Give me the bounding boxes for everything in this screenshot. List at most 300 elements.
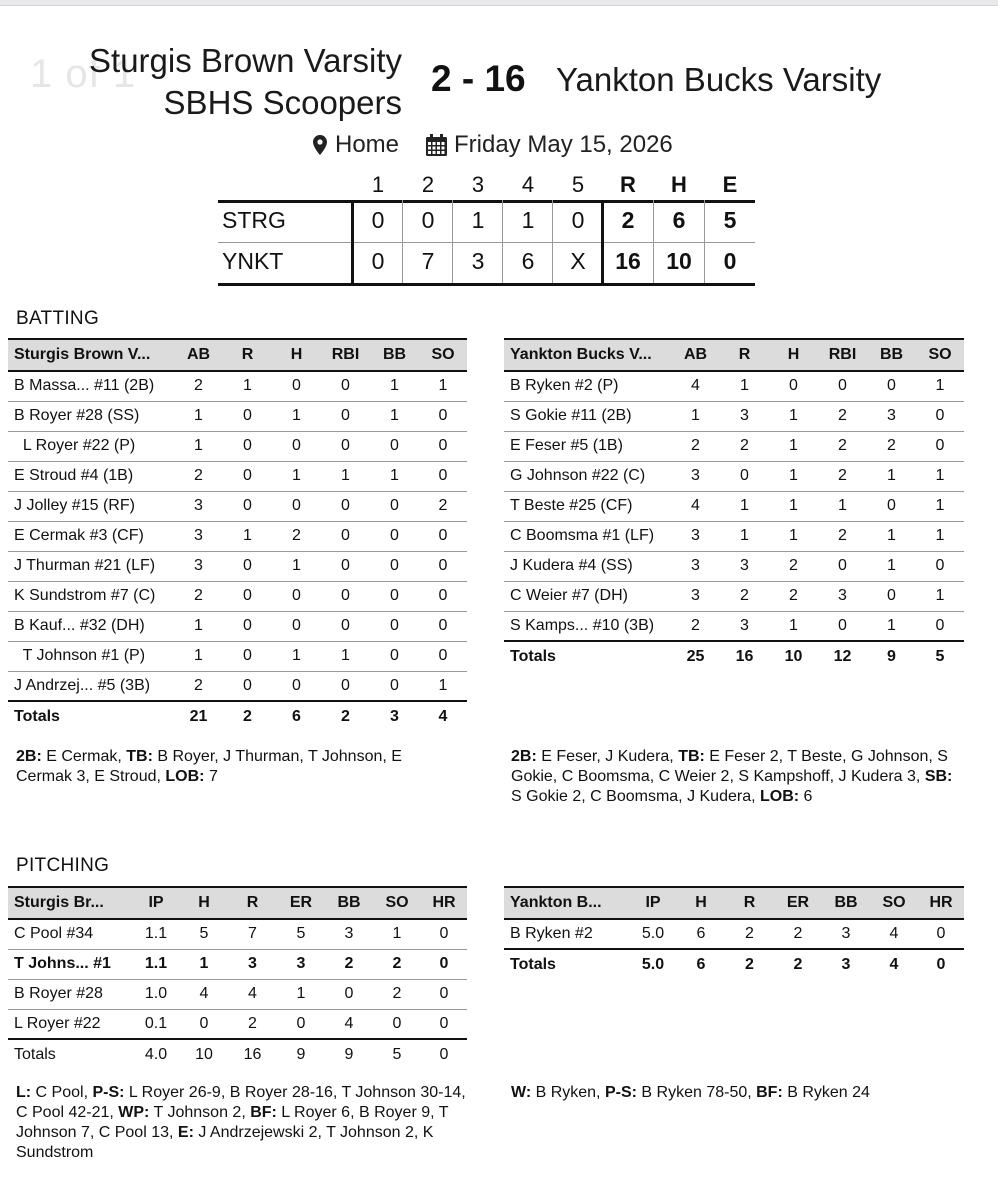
stat-value: 1 bbox=[916, 371, 964, 401]
stat-column-header: HR bbox=[421, 888, 467, 919]
runs-total: 2 bbox=[621, 207, 635, 233]
stat-column-header: R bbox=[725, 888, 774, 919]
stat-value: 0 bbox=[321, 671, 370, 701]
stat-value: 0 bbox=[918, 919, 964, 949]
player-name: J Jolley #15 (RF) bbox=[8, 491, 174, 521]
stat-value: 1 bbox=[720, 491, 769, 521]
totals-value: 4.0 bbox=[144, 1045, 168, 1063]
stat-value: 3 bbox=[671, 461, 720, 491]
stat-value: 0 bbox=[867, 371, 916, 401]
totals-value: 10 bbox=[195, 1045, 213, 1063]
totals-label: Totals bbox=[510, 955, 556, 973]
table-row bbox=[504, 461, 964, 491]
note-label: L: bbox=[16, 1084, 32, 1101]
stat-value: 1 bbox=[180, 949, 228, 979]
stat-value: 0 bbox=[818, 551, 867, 581]
stat-value: 1 bbox=[720, 521, 769, 551]
stat-value: 1 bbox=[321, 461, 370, 491]
batting-section-title: BATTING bbox=[16, 308, 100, 329]
stat-value: 0 bbox=[272, 611, 321, 641]
linescore-divider bbox=[218, 242, 755, 243]
stats-table bbox=[504, 888, 964, 979]
team-column-header: Yankton B... bbox=[504, 888, 629, 919]
stat-value: 5 bbox=[180, 919, 228, 949]
stat-column-header: SO bbox=[916, 340, 964, 371]
stat-value: 0 bbox=[769, 371, 818, 401]
stat-value: 2 bbox=[769, 581, 818, 611]
player-name: S Kamps... #10 (3B) bbox=[504, 611, 671, 641]
stat-value: 4 bbox=[870, 919, 918, 949]
batting-table-home bbox=[8, 338, 467, 731]
stat-value: 1 bbox=[373, 919, 421, 949]
stat-value: 0 bbox=[223, 551, 272, 581]
inning-score: 0 bbox=[571, 207, 585, 233]
stat-value: 0 bbox=[223, 491, 272, 521]
stat-value: 3 bbox=[277, 949, 325, 979]
stat-column-header: SO bbox=[870, 888, 918, 919]
totals-value: 6 bbox=[292, 707, 301, 725]
stat-value: 0 bbox=[419, 611, 467, 641]
totals-value: 5 bbox=[392, 1045, 402, 1063]
note-label: W: bbox=[511, 1084, 532, 1101]
player-name: C Pool #34 bbox=[8, 919, 132, 949]
player-name: T Beste #25 (CF) bbox=[504, 491, 671, 521]
stat-value: 1 bbox=[370, 461, 419, 491]
stat-value: 0 bbox=[321, 491, 370, 521]
pitching-section-title: PITCHING bbox=[16, 855, 110, 876]
stat-value: 0 bbox=[370, 551, 419, 581]
table-row bbox=[8, 551, 467, 581]
stat-value: 1 bbox=[671, 401, 720, 431]
team-abbrev: STRG bbox=[222, 207, 286, 233]
stat-value: 1 bbox=[867, 521, 916, 551]
player-name: B Massa... #11 (2B) bbox=[8, 371, 174, 401]
stat-value: 0 bbox=[421, 919, 467, 949]
table-row bbox=[504, 521, 964, 551]
stat-column-header: R bbox=[223, 340, 272, 371]
stat-column-header: IP bbox=[629, 888, 677, 919]
table-row bbox=[504, 491, 964, 521]
note-text: B Ryken 78-50, bbox=[636, 1084, 757, 1101]
stat-value: 3 bbox=[822, 919, 870, 949]
stat-value: 1 bbox=[720, 371, 769, 401]
totals-value: 9 bbox=[344, 1045, 354, 1063]
stat-value: 3 bbox=[174, 491, 223, 521]
stat-value: 1 bbox=[769, 611, 818, 641]
inning-score: 0 bbox=[421, 207, 435, 233]
stat-value: 0 bbox=[325, 979, 373, 1009]
linescore-header-row bbox=[218, 170, 755, 200]
home-team-line2: SBHS Scoopers bbox=[163, 84, 402, 121]
stat-value: 2 bbox=[272, 521, 321, 551]
pitching-notes-away bbox=[511, 1083, 966, 1103]
stat-value: 2 bbox=[671, 611, 720, 641]
totals-value: 6 bbox=[696, 955, 706, 973]
stat-value: 0 bbox=[272, 431, 321, 461]
inning-score: 7 bbox=[421, 248, 435, 274]
note-label: P-S: bbox=[92, 1084, 125, 1101]
table-header-row bbox=[504, 888, 964, 919]
table-header-row bbox=[8, 888, 467, 919]
table-row bbox=[8, 1009, 467, 1039]
totals-value: 12 bbox=[833, 647, 852, 665]
location-label: Home bbox=[335, 131, 400, 158]
inning-score: 0 bbox=[371, 248, 385, 274]
player-name: J Andrzej... #5 (3B) bbox=[8, 671, 174, 701]
stat-column-header: ER bbox=[277, 888, 325, 919]
player-name: L Royer #22 bbox=[8, 1009, 132, 1039]
player-name: E Stroud #4 (1B) bbox=[8, 461, 174, 491]
totals-value: 16 bbox=[735, 647, 754, 665]
game-date bbox=[426, 131, 673, 159]
totals-value: 2 bbox=[793, 955, 803, 973]
totals-label: Totals bbox=[14, 707, 60, 725]
note-text: E Feser 2, T Beste, G Johnson, S Gokie, C Boomsma, C Weier 2, S Kampshoff, J Kudera 3, bbox=[511, 748, 953, 785]
note-text: B Ryken, bbox=[531, 1084, 605, 1101]
stat-value: 3 bbox=[174, 551, 223, 581]
stat-column-header: BB bbox=[370, 340, 419, 371]
stat-value: 3 bbox=[174, 521, 223, 551]
stat-value: 0 bbox=[223, 671, 272, 701]
inning-2-header: 2 bbox=[421, 172, 435, 197]
stat-value: 0 bbox=[370, 641, 419, 671]
stat-value: 2 bbox=[818, 521, 867, 551]
stat-value: 0 bbox=[321, 401, 370, 431]
linescore-divider bbox=[502, 200, 503, 283]
stat-column-header: BB bbox=[325, 888, 373, 919]
note-label: 2B: bbox=[511, 748, 537, 765]
stat-value: 3 bbox=[325, 919, 373, 949]
stat-value: 0 bbox=[370, 521, 419, 551]
hits-total: 10 bbox=[666, 248, 692, 274]
stat-column-header: SO bbox=[419, 340, 467, 371]
stat-value: 0 bbox=[370, 491, 419, 521]
stat-value: 0 bbox=[272, 491, 321, 521]
linescore-table bbox=[218, 170, 755, 282]
runs-header: R bbox=[620, 172, 636, 197]
stat-value: 4 bbox=[671, 491, 720, 521]
inning-5-header: 5 bbox=[571, 172, 585, 197]
stat-column-header: R bbox=[720, 340, 769, 371]
stat-value: 1 bbox=[419, 371, 467, 401]
home-team-name bbox=[89, 40, 402, 124]
inning-score: 0 bbox=[371, 207, 385, 233]
stat-value: 1 bbox=[769, 461, 818, 491]
table-row bbox=[8, 401, 467, 431]
table-row bbox=[8, 919, 467, 949]
stat-value: 0 bbox=[419, 581, 467, 611]
stat-value: 3 bbox=[720, 611, 769, 641]
stat-value: 2 bbox=[419, 491, 467, 521]
note-text: 6 bbox=[799, 788, 813, 805]
inning-3-header: 3 bbox=[471, 172, 485, 197]
stat-column-header: H bbox=[272, 340, 321, 371]
calendar-icon bbox=[426, 134, 447, 156]
stat-value: 0.1 bbox=[132, 1009, 180, 1039]
stat-value: 1 bbox=[867, 611, 916, 641]
stat-value: 2 bbox=[774, 919, 822, 949]
stat-value: 0 bbox=[272, 671, 321, 701]
stat-value: 2 bbox=[725, 919, 774, 949]
note-label: P-S: bbox=[604, 1084, 637, 1101]
stat-value: 0 bbox=[321, 611, 370, 641]
page-indicator: 1 of 1 bbox=[30, 52, 137, 96]
totals-value: 2 bbox=[243, 707, 252, 725]
stat-value: 0 bbox=[916, 431, 964, 461]
totals-label: Totals bbox=[14, 1045, 56, 1063]
totals-value: 0 bbox=[936, 955, 946, 973]
player-name: B Ryken #2 (P) bbox=[504, 371, 671, 401]
table-row bbox=[8, 641, 467, 671]
player-name: B Royer #28 bbox=[8, 979, 132, 1009]
stat-value: 0 bbox=[373, 1009, 421, 1039]
stat-value: 4 bbox=[671, 371, 720, 401]
inning-4-header: 4 bbox=[521, 172, 535, 197]
stat-value: 0 bbox=[818, 371, 867, 401]
inning-score: X bbox=[570, 248, 586, 274]
stat-value: 0 bbox=[720, 461, 769, 491]
stat-value: 7 bbox=[228, 919, 277, 949]
errors-total: 0 bbox=[723, 248, 737, 274]
team-column-header: Sturgis Brown V... bbox=[8, 340, 174, 371]
stat-value: 2 bbox=[174, 461, 223, 491]
stat-value: 1 bbox=[818, 491, 867, 521]
stat-value: 1 bbox=[370, 371, 419, 401]
stats-table bbox=[8, 888, 467, 1069]
player-name: C Boomsma #1 (LF) bbox=[504, 521, 671, 551]
stat-value: 3 bbox=[671, 551, 720, 581]
batting-notes-away bbox=[511, 747, 966, 807]
stat-value: 1 bbox=[174, 611, 223, 641]
stat-value: 0 bbox=[867, 581, 916, 611]
note-label: E: bbox=[177, 1124, 194, 1141]
stat-value: 0 bbox=[180, 1009, 228, 1039]
totals-value: 2 bbox=[745, 955, 754, 973]
stat-value: 3 bbox=[867, 401, 916, 431]
stat-value: 1 bbox=[174, 431, 223, 461]
table-row bbox=[504, 401, 964, 431]
note-label: SB: bbox=[924, 768, 953, 785]
stat-value: 1 bbox=[272, 551, 321, 581]
table-row bbox=[8, 461, 467, 491]
note-text: T Johnson 2, bbox=[149, 1104, 251, 1121]
batting-table-away bbox=[504, 338, 964, 671]
stat-value: 3 bbox=[720, 401, 769, 431]
stat-value: 0 bbox=[272, 581, 321, 611]
stat-value: 0 bbox=[223, 611, 272, 641]
hits-total: 6 bbox=[672, 207, 686, 233]
table-row bbox=[8, 491, 467, 521]
stat-value: 0 bbox=[370, 671, 419, 701]
stat-value: 6 bbox=[677, 919, 725, 949]
linescore-divider bbox=[218, 283, 755, 286]
stat-value: 0 bbox=[321, 551, 370, 581]
stat-value: 1 bbox=[277, 979, 325, 1009]
player-name: B Kauf... #32 (DH) bbox=[8, 611, 174, 641]
stat-value: 2 bbox=[769, 551, 818, 581]
errors-header: E bbox=[722, 172, 738, 197]
stat-value: 4 bbox=[325, 1009, 373, 1039]
stats-table bbox=[8, 340, 467, 731]
stat-value: 3 bbox=[671, 581, 720, 611]
totals-row bbox=[8, 701, 467, 731]
stat-value: 0 bbox=[867, 491, 916, 521]
totals-value: 2 bbox=[341, 707, 350, 725]
stat-value: 2 bbox=[818, 461, 867, 491]
stat-value: 0 bbox=[419, 521, 467, 551]
note-text: S Gokie 2, C Boomsma, J Kudera, bbox=[511, 768, 957, 805]
stat-value: 2 bbox=[818, 401, 867, 431]
totals-value: 16 bbox=[243, 1045, 262, 1063]
totals-value: 4 bbox=[438, 707, 448, 725]
totals-value: 9 bbox=[296, 1045, 306, 1063]
stat-value: 1 bbox=[370, 401, 419, 431]
stat-value: 1 bbox=[272, 641, 321, 671]
note-label: BF: bbox=[756, 1084, 783, 1101]
table-row bbox=[504, 581, 964, 611]
inning-score: 3 bbox=[471, 248, 485, 274]
linescore-divider bbox=[402, 200, 403, 283]
stat-value: 0 bbox=[370, 581, 419, 611]
stat-value: 0 bbox=[321, 521, 370, 551]
stat-value: 2 bbox=[174, 371, 223, 401]
stat-column-header: AB bbox=[671, 340, 720, 371]
table-row bbox=[8, 671, 467, 701]
stat-value: 3 bbox=[228, 949, 277, 979]
note-text: L Royer 26-9, B Royer 28-16, T Johnson 30-14, C Pool 42-21, bbox=[16, 1084, 471, 1121]
stat-value: 1 bbox=[174, 401, 223, 431]
totals-value: 9 bbox=[887, 647, 896, 665]
note-text: B Royer, J Thurman, T Johnson, E Cermak 3, E Stroud, bbox=[16, 748, 407, 785]
totals-value: 3 bbox=[390, 707, 399, 725]
stat-value: 0 bbox=[419, 461, 467, 491]
table-row bbox=[8, 949, 467, 979]
table-row bbox=[504, 611, 964, 641]
stat-value: 1.1 bbox=[132, 919, 180, 949]
stat-value: 1.0 bbox=[132, 979, 180, 1009]
stat-value: 1 bbox=[419, 671, 467, 701]
table-row bbox=[8, 431, 467, 461]
pitching-table-away bbox=[504, 886, 964, 979]
linescore-row-home bbox=[218, 200, 755, 241]
table-row bbox=[8, 371, 467, 401]
note-label: TB: bbox=[678, 748, 705, 765]
stat-value: 1 bbox=[321, 641, 370, 671]
stat-value: 1 bbox=[916, 521, 964, 551]
stat-column-header: H bbox=[769, 340, 818, 371]
table-header-row bbox=[504, 340, 964, 371]
runs-total: 16 bbox=[615, 248, 641, 274]
home-team-line1: Sturgis Brown Varsity bbox=[89, 42, 402, 79]
linescore-divider bbox=[653, 200, 654, 283]
table-row bbox=[504, 371, 964, 401]
note-text: L Royer 6, B Royer 9, T Johnson 7, C Pool 13, bbox=[16, 1104, 453, 1141]
stat-column-header: RBI bbox=[321, 340, 370, 371]
stat-value: 0 bbox=[421, 1009, 467, 1039]
table-row bbox=[8, 979, 467, 1009]
stat-value: 0 bbox=[419, 431, 467, 461]
team-column-header: Yankton Bucks V... bbox=[504, 340, 671, 371]
stat-column-header: H bbox=[180, 888, 228, 919]
note-label: LOB: bbox=[760, 788, 800, 805]
map-pin-icon bbox=[313, 135, 327, 155]
note-label: BF: bbox=[250, 1104, 277, 1121]
note-label: 2B: bbox=[16, 748, 42, 765]
stat-value: 1 bbox=[769, 521, 818, 551]
stat-value: 0 bbox=[818, 611, 867, 641]
table-row bbox=[8, 521, 467, 551]
stat-value: 0 bbox=[421, 949, 467, 979]
stat-value: 0 bbox=[419, 401, 467, 431]
note-text: J Andrzejewski 2, T Johnson 2, K Sundstrom bbox=[16, 1124, 438, 1161]
stat-value: 0 bbox=[223, 431, 272, 461]
note-text: C Pool, bbox=[31, 1084, 93, 1101]
stat-value: 0 bbox=[223, 461, 272, 491]
stat-value: 1 bbox=[916, 461, 964, 491]
note-text: 7 bbox=[204, 768, 218, 785]
player-name: E Feser #5 (1B) bbox=[504, 431, 671, 461]
stat-value: 0 bbox=[321, 371, 370, 401]
totals-value: 21 bbox=[189, 707, 208, 725]
stat-value: 0 bbox=[277, 1009, 325, 1039]
stat-value: 1 bbox=[867, 551, 916, 581]
stat-value: 0 bbox=[419, 641, 467, 671]
stats-table bbox=[504, 340, 964, 671]
totals-row bbox=[504, 949, 964, 979]
totals-value: 5 bbox=[935, 647, 945, 665]
stat-value: 1 bbox=[272, 461, 321, 491]
stat-value: 2 bbox=[325, 949, 373, 979]
stat-value: 5 bbox=[277, 919, 325, 949]
stat-value: 2 bbox=[174, 671, 223, 701]
note-text: E Cermak, bbox=[41, 748, 127, 765]
pitching-table-home bbox=[8, 886, 467, 1069]
note-label: TB: bbox=[126, 748, 153, 765]
stat-value: 2 bbox=[818, 431, 867, 461]
player-name: G Johnson #22 (C) bbox=[504, 461, 671, 491]
stat-column-header: BB bbox=[867, 340, 916, 371]
stat-value: 0 bbox=[419, 551, 467, 581]
stat-value: 0 bbox=[223, 641, 272, 671]
totals-value: 25 bbox=[686, 647, 705, 665]
totals-label: Totals bbox=[510, 647, 556, 665]
stat-value: 4 bbox=[180, 979, 228, 1009]
stat-value: 0 bbox=[223, 581, 272, 611]
stat-value: 1.1 bbox=[132, 949, 180, 979]
note-text: E Feser, J Kudera, bbox=[536, 748, 679, 765]
stat-value: 0 bbox=[421, 979, 467, 1009]
player-name: B Royer #28 (SS) bbox=[8, 401, 174, 431]
stat-column-header: BB bbox=[822, 888, 870, 919]
stat-value: 1 bbox=[867, 461, 916, 491]
player-name: T Johns... #1 bbox=[8, 949, 132, 979]
stat-value: 4 bbox=[228, 979, 277, 1009]
stat-value: 1 bbox=[769, 401, 818, 431]
player-name: K Sundstrom #7 (C) bbox=[8, 581, 174, 611]
stat-value: 1 bbox=[769, 491, 818, 521]
table-row bbox=[504, 551, 964, 581]
batting-notes-home bbox=[16, 747, 456, 787]
inning-score: 1 bbox=[471, 207, 485, 233]
stat-value: 2 bbox=[720, 431, 769, 461]
stat-value: 1 bbox=[916, 491, 964, 521]
date-label: Friday May 15, 2026 bbox=[454, 131, 673, 158]
stat-value: 0 bbox=[916, 401, 964, 431]
stat-value: 3 bbox=[671, 521, 720, 551]
stat-value: 2 bbox=[373, 979, 421, 1009]
stat-value: 0 bbox=[916, 551, 964, 581]
table-row bbox=[504, 431, 964, 461]
